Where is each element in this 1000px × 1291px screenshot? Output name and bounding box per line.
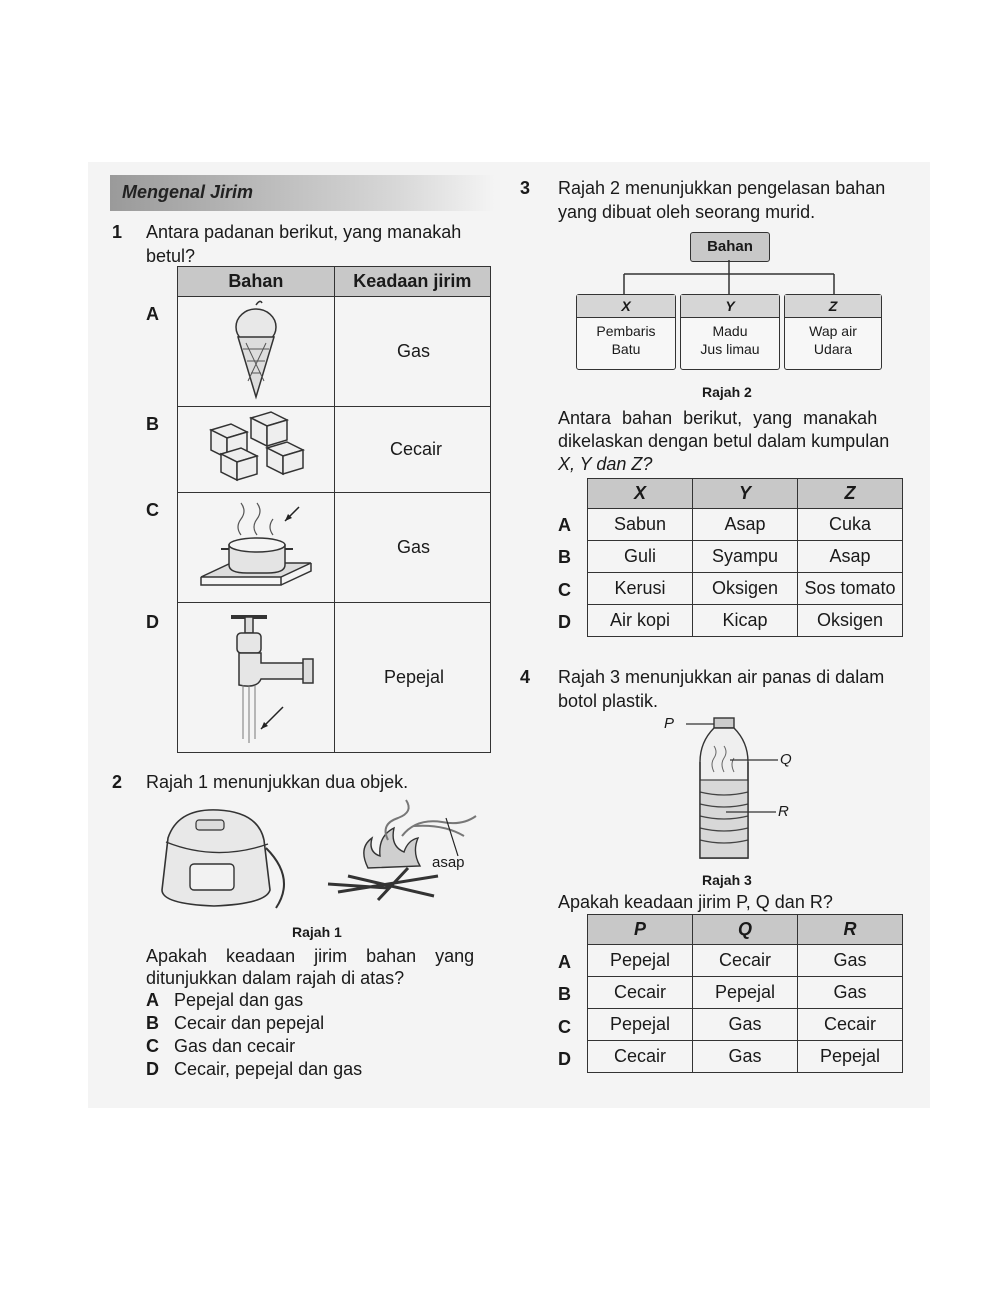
q1-number: 1: [112, 222, 123, 242]
q3-header-y: Y: [693, 479, 798, 509]
q3-number: 3: [520, 178, 531, 198]
q2-smoke-label: asap: [432, 854, 465, 871]
q1-row-a-state: Gas: [334, 297, 490, 407]
school-bag-icon: [150, 798, 300, 910]
q3-cell: Air kopi: [588, 605, 693, 637]
q3-group-x: X Pembaris Batu: [576, 294, 676, 370]
q4-option-d: D: [558, 1049, 571, 1069]
q1-option-b: B: [146, 414, 159, 434]
q4-text-line1: Rajah 3 menunjukkan air panas di dalam: [558, 667, 885, 687]
q4-cell: Pepejal: [798, 1041, 903, 1073]
q1-option-c: C: [146, 500, 159, 520]
q3-caption: Rajah 2: [702, 384, 752, 400]
q2-question-line1: Apakah keadaan jirim bahan yang: [146, 946, 475, 966]
q3-question-line3: X, Y dan Z?: [558, 454, 653, 474]
q3-question-line1: Antara bahan berikut, yang manakah: [558, 408, 878, 428]
q3-header-x: X: [588, 479, 693, 509]
q4-label-r: R: [778, 803, 789, 820]
q4-cell: Cecair: [588, 1041, 693, 1073]
q3-text-line1: Rajah 2 menunjukkan pengelasan bahan: [558, 178, 886, 198]
q3-cell: Kerusi: [588, 573, 693, 605]
q4-label-q: Q: [780, 751, 792, 768]
q4-cell: Pepejal: [588, 1009, 693, 1041]
q3-option-c: C: [558, 580, 571, 600]
q3-group-y: Y Madu Jus limau: [680, 294, 780, 370]
boiling-pot-icon: [191, 495, 321, 595]
q3-root-box: Bahan: [690, 232, 770, 262]
q3-cell: Sos tomato: [798, 573, 903, 605]
q1-option-d: D: [146, 612, 159, 632]
q4-option-a: A: [558, 952, 571, 972]
q2-text: Rajah 1 menunjukkan dua objek.: [146, 772, 409, 792]
q3-option-b: B: [558, 547, 571, 567]
q1-row-a-picture: [178, 297, 335, 407]
q4-cell: Pepejal: [693, 977, 798, 1009]
section-title: Mengenal Jirim: [122, 182, 254, 202]
q1-header-bahan: Bahan: [178, 267, 335, 297]
q1-header-keadaan: Keadaan jirim: [334, 267, 490, 297]
ice-cream-icon: [216, 297, 296, 401]
q4-cell: Pepejal: [588, 945, 693, 977]
q2-choice-d: D Cecair, pepejal dan gas: [146, 1059, 363, 1079]
q1-row-d-state: Pepejal: [334, 603, 490, 753]
q4-cell: Gas: [693, 1009, 798, 1041]
q4-cell: Cecair: [588, 977, 693, 1009]
q1-text-line2: betul?: [146, 246, 196, 266]
q4-text-line2: botol plastik.: [558, 691, 659, 711]
q2-question-line2: ditunjukkan dalam rajah di atas?: [146, 968, 405, 988]
q4-question: Apakah keadaan jirim P, Q dan R?: [558, 892, 833, 912]
q4-cell: Gas: [798, 945, 903, 977]
q1-row-b-state: Cecair: [334, 407, 490, 493]
q3-cell: Syampu: [693, 541, 798, 573]
q3-cell: Guli: [588, 541, 693, 573]
q4-header-q: Q: [693, 915, 798, 945]
q1-row-b-picture: [178, 407, 335, 493]
q1-table: [177, 266, 491, 753]
q4-header-r: R: [798, 915, 903, 945]
q4-caption: Rajah 3: [702, 872, 752, 888]
q3-group-z: Z Wap air Udara: [784, 294, 882, 370]
q4-cell: Gas: [798, 977, 903, 1009]
q3-question-line2: dikelaskan dengan betul dalam kumpulan: [558, 431, 890, 451]
ice-cubes-icon: [191, 408, 321, 486]
q3-table: [587, 478, 903, 637]
section-banner: [110, 175, 495, 211]
q3-cell: Cuka: [798, 509, 903, 541]
q3-cell: Asap: [693, 509, 798, 541]
q1-row-c-picture: [178, 493, 335, 603]
q4-number: 4: [520, 667, 531, 687]
q3-text-line2: yang dibuat oleh seorang murid.: [558, 202, 816, 222]
q2-choice-a: A Pepejal dan gas: [146, 990, 304, 1010]
q3-cell: Asap: [798, 541, 903, 573]
q1-row-c-state: Gas: [334, 493, 490, 603]
q3-option-a: A: [558, 515, 571, 535]
q3-cell: Sabun: [588, 509, 693, 541]
q2-caption: Rajah 1: [292, 924, 342, 940]
q4-label-p: P: [664, 715, 675, 732]
q2-choice-c: C Gas dan cecair: [146, 1036, 296, 1056]
q3-cell: Oksigen: [693, 573, 798, 605]
campfire-icon: [318, 796, 488, 908]
q4-cell: Gas: [693, 1041, 798, 1073]
q4-option-c: C: [558, 1017, 571, 1037]
q3-option-d: D: [558, 612, 571, 632]
q1-option-a: A: [146, 304, 159, 324]
q4-option-b: B: [558, 984, 571, 1004]
q4-table: [587, 914, 903, 1073]
q3-cell: Kicap: [693, 605, 798, 637]
water-tap-icon: [191, 603, 321, 747]
q1-text-line1: Antara padanan berikut, yang manakah: [146, 222, 462, 242]
q2-choice-b: B Cecair dan pepejal: [146, 1013, 325, 1033]
q4-header-p: P: [588, 915, 693, 945]
q3-cell: Oksigen: [798, 605, 903, 637]
q4-cell: Cecair: [798, 1009, 903, 1041]
q3-tree-lines: [620, 260, 840, 294]
q2-number: 2: [112, 772, 123, 792]
q3-header-z: Z: [798, 479, 903, 509]
q1-row-d-picture: [178, 603, 335, 753]
q4-cell: Cecair: [693, 945, 798, 977]
plastic-bottle-icon: [686, 716, 786, 866]
